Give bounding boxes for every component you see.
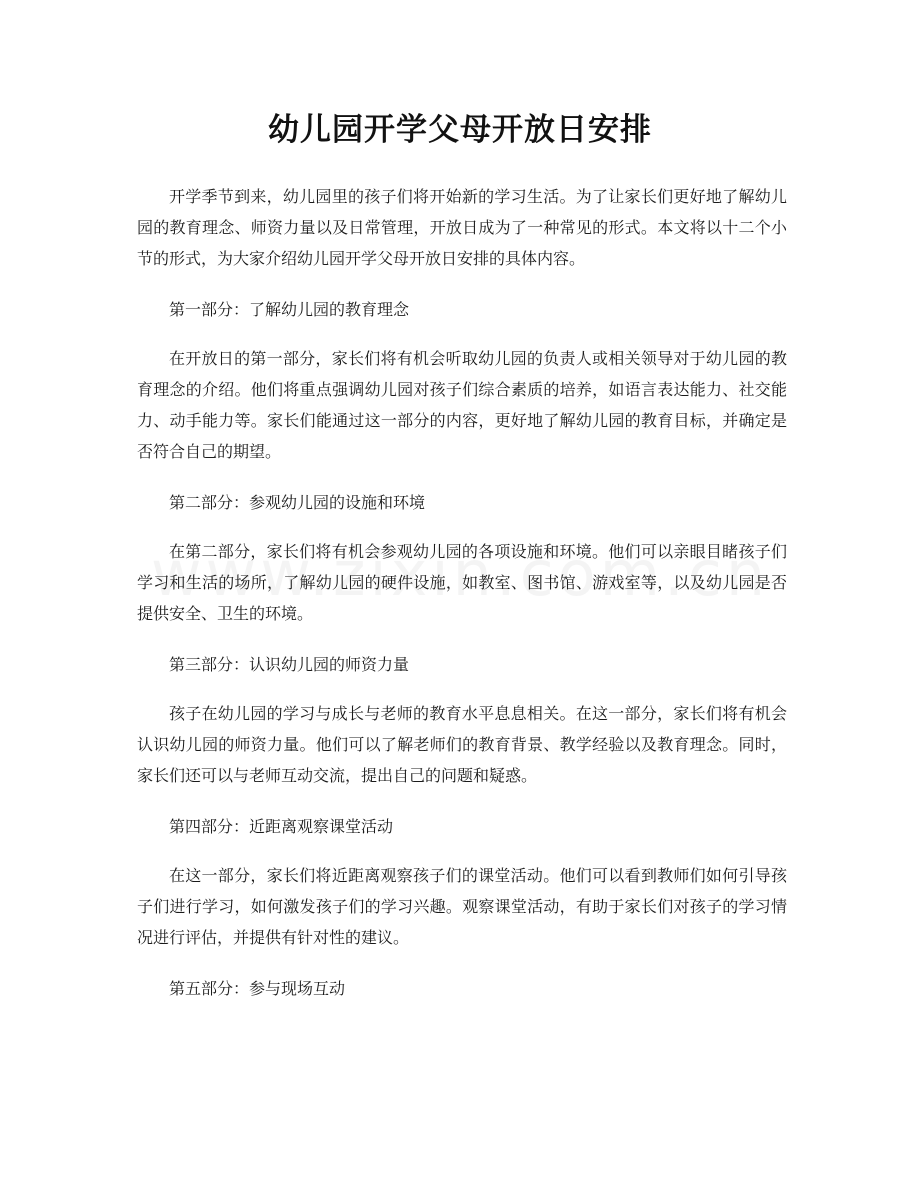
section-paragraph-3: 孩子在幼儿园的学习与成长与老师的教育水平息息相关。在这一部分，家长们将有机会认识幼儿园的师资力量。他们可以了解老师们的教育背景、教学经验以及教育理念。同时，家长们还可以与老师互动交流，提出自己的问题和疑惑。: [137, 704, 787, 785]
section-heading-3: 第三部分：认识幼儿园的师资力量: [169, 655, 410, 674]
section-paragraph-1: 在开放日的第一部分，家长们将有机会听取幼儿园的负责人或相关领导对于幼儿园的教育理念的介绍。他们将重点强调幼儿园对孩子们综合素质的培养，如语言表达能力、社交能力、动手能力等。家长们能通过这一部分的内容，更好地了解幼儿园的教育目标，并确定是否符合自己的期望。: [137, 349, 787, 461]
intro-paragraph: 开学季节到来，幼儿园里的孩子们将开始新的学习生活。为了让家长们更好地了解幼儿园的教育理念、师资力量以及日常管理，开放日成为了一种常见的形式。本文将以十二个小节的形式，为大家介绍幼儿园开学父母开放日安排的具体内容。: [137, 187, 787, 268]
section-heading-1: 第一部分：了解幼儿园的教育理念: [169, 300, 410, 319]
document-title: 幼儿园开学父母开放日安排: [268, 112, 652, 148]
section-heading-4: 第四部分：近距离观察课堂活动: [169, 817, 394, 836]
section-heading-5: 第五部分：参与现场互动: [169, 979, 346, 998]
section-heading-2: 第二部分：参观幼儿园的设施和环境: [169, 493, 426, 512]
document-body: [137, 181, 787, 1022]
section-paragraph-4: 在这一部分，家长们将近距离观察孩子们的课堂活动。他们可以看到教师们如何引导孩子们进行学习，如何激发孩子们的学习兴趣。观察课堂活动，有助于家长们对孩子的学习情况进行评估，并提供有针对性的建议。: [137, 866, 787, 947]
section-paragraph-2: 在第二部分，家长们将有机会参观幼儿园的各项设施和环境。他们可以亲眼目睹孩子们学习和生活的场所，了解幼儿园的硬件设施，如教室、图书馆、游戏室等，以及幼儿园是否提供安全、卫生的环境。: [137, 542, 787, 623]
